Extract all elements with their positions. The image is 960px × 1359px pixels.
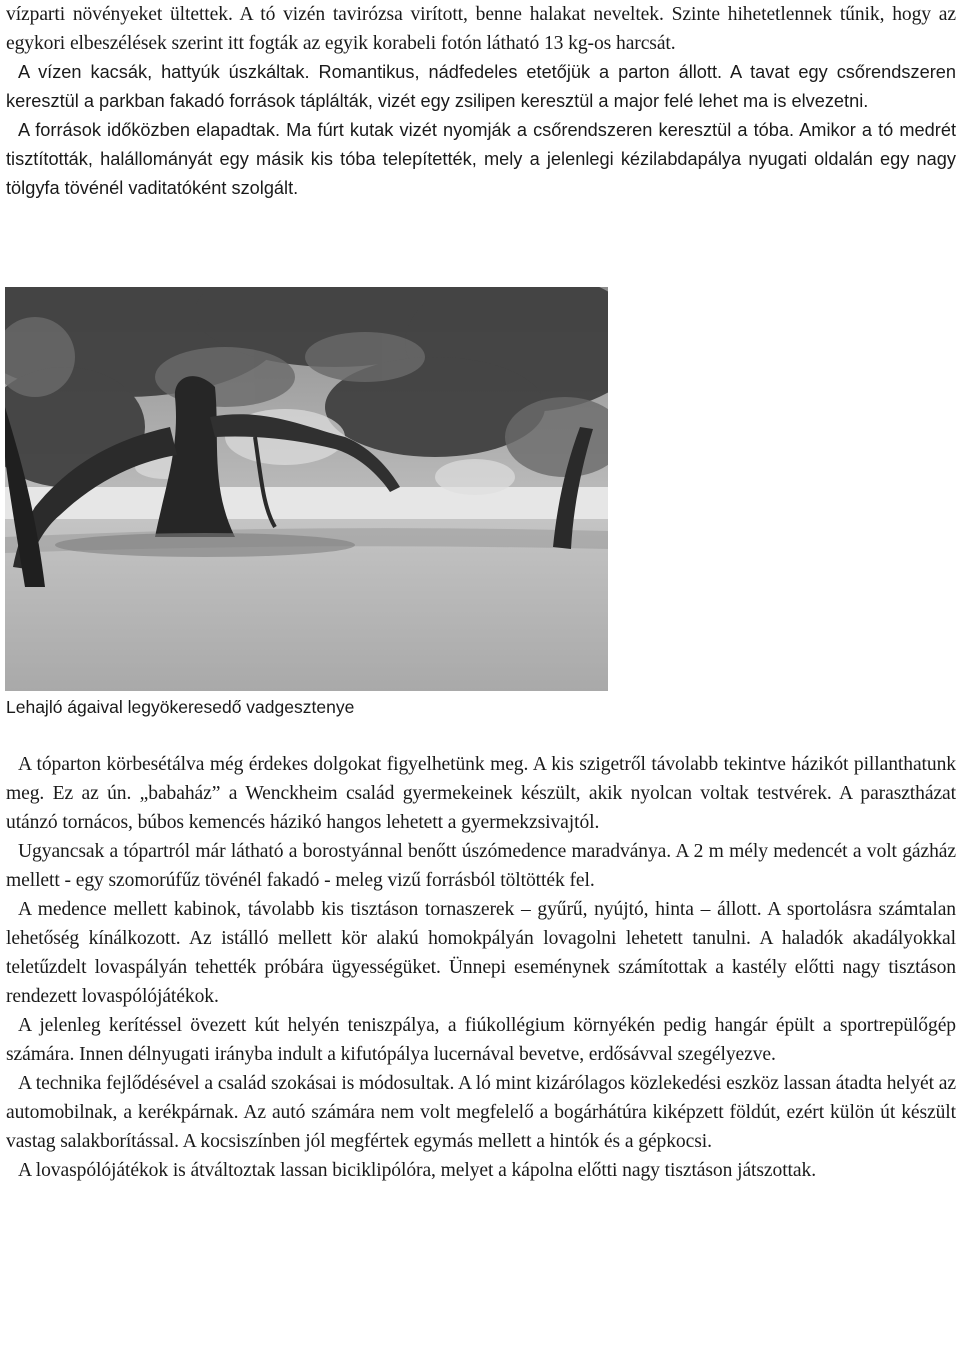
paragraph-swimming-pool: Ugyancsak a tópartról már látható a borostyánnal benőtt úszómedence maradványa. A 2 m mély medencét a volt gázház mellett - egy szomorúfűz tövénél fakadó - meleg vizű forrásból töltötték fel.	[6, 841, 956, 891]
paragraph-automobile: A technika fejlődésével a család szokásai is módosultak. A ló mint kizárólagos közlekedési eszköz lassan átadta helyét az automobilnak, a kerékpárnak. Az autó számára nem volt megfelelő a bogárhátúra kiképzett földút, ezért külön út készült vastag salakborítással. A kocsiszínben jól megfértek egymás mellett a hintók és a gépkocsi.	[6, 1073, 956, 1152]
paragraph-ducks-swans: A vízen kacsák, hattyúk úszkáltak. Romantikus, nádfedeles etetőjük a parton állott. A tavat egy csőrendszeren keresztül a parkban fakadó források táplálták, vizét egy zsilipen keresztül a major felé lehet ma is elvezetni.	[6, 62, 956, 111]
paragraph-bicycle-polo: A lovaspólójátékok is átváltoztak lassan biciklipólóra, melyet a kápolna előtti nagy tisztáson játszottak.	[18, 1160, 816, 1181]
paragraph-babahaz: A tóparton körbesétálva még érdekes dolgokat figyelhetünk meg. A kis szigetről távolabb tekintve házikót pillanthatunk meg. Ez az ún. „babaház” a Wenckheim család gyermekeinek készült, akik nyolcan voltak testvérek. A parasztházat utánzó tornácos, búbos kemencés házikó hangos lehetett a gyermekzsivajtól.	[6, 754, 956, 833]
paragraph-springs: A források időközben elapadtak. Ma fúrt kutak vizét nyomják a csőrendszeren keresztül a tóba. Amikor a tó medrét tisztították, halállományát egy másik kis tóba telepítették, mely a jelenlegi kézilabdapálya nyugati oldalán egy nagy tölgyfa tövénél vaditatóként szolgált.	[6, 120, 956, 198]
top-text-section	[6, 0, 956, 203]
paragraph-fish-pond: vízparti növényeket ültettek. A tó vizén tavirózsa virított, benne halakat neveltek. Szinte hihetetlennek tűnik, hogy az egykori elbeszélések szerint itt fogták az egyik korabeli fotón látható 13 kg-os harcsát.	[6, 4, 956, 54]
bottom-text-section	[6, 750, 956, 1185]
paragraph-tennis-hangar: A jelenleg kerítéssel övezett kút helyén teniszpálya, a fiúkollégium környékén pedig hangár épült a sportrepülőgép számára. Innen délnyugati irányba indult a kifutópálya lucernával bevetve, erdősávval szegélyezve.	[6, 1015, 956, 1065]
paragraph-sports: A medence mellett kabinok, távolabb kis tisztáson tornaszerek – gyűrű, nyújtó, hinta – állott. A sportolásra számtalan lehetőség kínálkozott. Az istálló mellett kör alakú homokpályán lovagolni lehetett tanulni. A haladók akadályokkal teletűzdelt lovaspályán tehették próbára ügyességüket. Ünnepi eseménynek számítottak a kastély előtti nagy tisztáson rendezett lovaspólójátékok.	[6, 899, 956, 1007]
horse-chestnut-photo	[5, 287, 608, 691]
photo-caption: Lehajló ágaival legyökeresedő vadgesztenye	[6, 697, 355, 717]
